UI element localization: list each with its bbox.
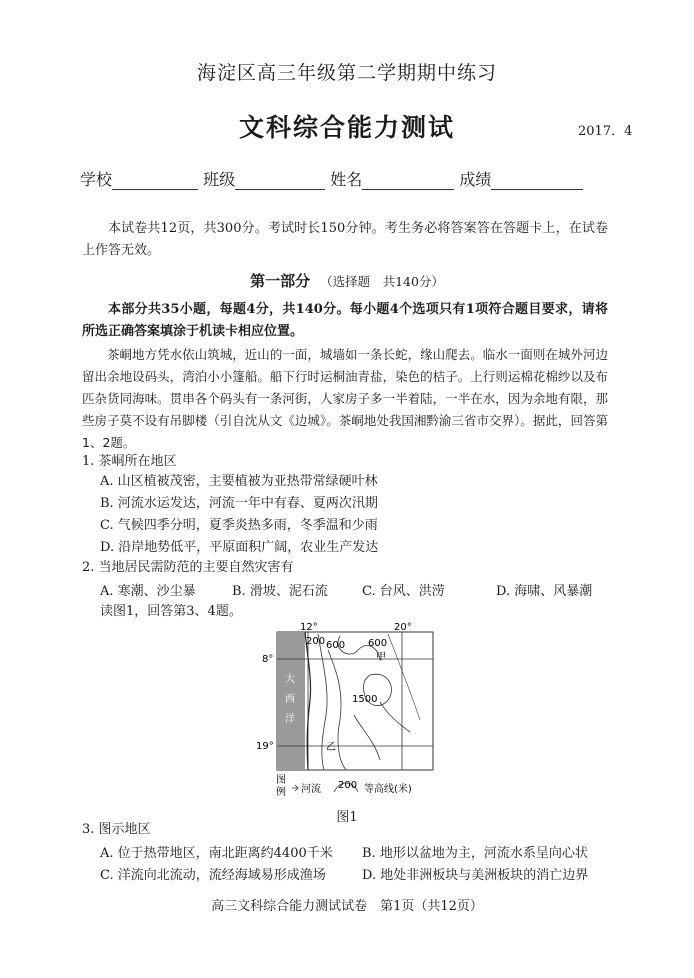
legend-label-1: 图: [276, 775, 286, 786]
lat-label-8: 8°: [262, 654, 274, 665]
figure-caption: 图1: [336, 810, 358, 825]
name-label: 姓名: [330, 170, 363, 189]
contour-label-600b: 600: [368, 638, 388, 649]
place-jia: 甲: [376, 652, 386, 663]
question-2-option-a[interactable]: A. 寒潮、沙尘暴: [100, 584, 196, 599]
section-heading: [0, 270, 694, 291]
score-label: 成绩: [459, 170, 492, 189]
contour-label-600a: 600: [326, 640, 346, 651]
reading-passage: 茶峒地方凭水依山筑城，近山的一面，城墙如一条长蛇，缘山爬去。临水一面则在城外河边留出余地设码头，湾泊小小篷船。船下行时运桐油青盐，染色的桔子。上行则运棉花棉纱以及布匹杂货同海味。贯串各个码头有一条河街，人家房子多一半着陆，一半在水，因为余地有限，那些房子莫不设有吊脚楼（引自沈从文《边城》。茶峒地处我国湘黔渝三省市交界）。据此，回答第1、2题。: [82, 347, 608, 450]
lat-label-19: 19°: [256, 741, 274, 752]
question-3-option-a[interactable]: A. 位于热带地区，南北距离约4400千米: [100, 846, 333, 861]
exam-title: 海淀区高三年级第二学期期中练习: [196, 62, 497, 84]
page-footer: 高三文科综合能力测试试卷 第1页（共12页）: [211, 899, 483, 914]
figure-1-map: [256, 620, 440, 804]
school-field[interactable]: [112, 171, 198, 190]
lon-label-12: 12°: [300, 622, 318, 633]
section-title: 第一部分: [250, 272, 311, 290]
score-field[interactable]: [491, 171, 583, 190]
question-1-option-a[interactable]: A. 山区植被茂密，主要植被为亚热带常绿硬叶林: [100, 474, 378, 489]
school-label: 学校: [80, 170, 113, 189]
subject-title: 文科综合能力测试: [238, 113, 455, 142]
contour-east: [388, 634, 420, 720]
exam-intro: 本试卷共12页，共300分。考试时长150分钟。考生务必将答案答在答题卡上，在试卷上作答无效。: [82, 221, 608, 258]
exam-date: 2017．4: [578, 124, 633, 139]
question-1-stem: 1. 茶峒所在地区: [82, 454, 177, 469]
place-yi: 乙: [326, 742, 336, 753]
name-field[interactable]: [362, 171, 454, 190]
question-2-option-b[interactable]: B. 滑坡、泥石流: [232, 584, 328, 599]
ocean-char-2: 西: [285, 694, 295, 705]
student-info-fields: [80, 167, 583, 190]
question-3-option-c[interactable]: C. 洋流向北流动，流经海域易形成渔场: [100, 868, 326, 883]
question-1-option-b[interactable]: B. 河流水运发达，河流一年中有春、夏两次汛期: [100, 496, 378, 511]
legend-contour-value: 200: [338, 780, 358, 791]
lon-label-20: 20°: [394, 622, 412, 633]
question-2-stem: 2. 当地居民需防范的主要自然灾害有: [82, 560, 294, 575]
question-3-stem: 3. 图示地区: [82, 822, 151, 837]
section-instruction: 本部分共35小题，每题4分，共140分。每小题4个选项只有1项符合题目要求，请将所选正确答案填涂于机读卡相应位置。: [82, 302, 608, 339]
section-subtitle: （选择题 共140分）: [320, 274, 444, 289]
class-field[interactable]: [235, 171, 325, 190]
ocean-char-3: 洋: [285, 714, 295, 725]
map-intro: 读图1，回答第3、4题。: [100, 604, 242, 619]
question-1-option-c[interactable]: C. 气候四季分明，夏季炎热多雨，冬季温和少雨: [100, 518, 378, 533]
question-2-option-c[interactable]: C. 台风、洪涝: [362, 584, 445, 599]
legend-river-symbol: [292, 785, 298, 791]
question-3-option-b[interactable]: B. 地形以盆地为主，河流水系呈向心状: [362, 846, 588, 861]
class-label: 班级: [203, 170, 236, 189]
ocean-char-1: 大: [285, 674, 295, 685]
question-1-option-d[interactable]: D. 沿岸地势低平，平原面积广阔，农业生产发达: [100, 540, 379, 555]
contour-label-200: 200: [306, 636, 326, 647]
river-south: [354, 715, 380, 760]
river-east: [380, 702, 410, 732]
legend-label-2: 例: [276, 787, 286, 798]
legend-contour: 等高线(米): [364, 784, 412, 795]
question-3-option-d[interactable]: D. 地处非洲板块与美洲板块的消亡边界: [362, 868, 589, 883]
contour-label-1500: 1500: [352, 694, 378, 705]
legend-river: 河流: [301, 784, 321, 795]
question-2-option-d[interactable]: D. 海啸、风暴潮: [496, 584, 593, 599]
